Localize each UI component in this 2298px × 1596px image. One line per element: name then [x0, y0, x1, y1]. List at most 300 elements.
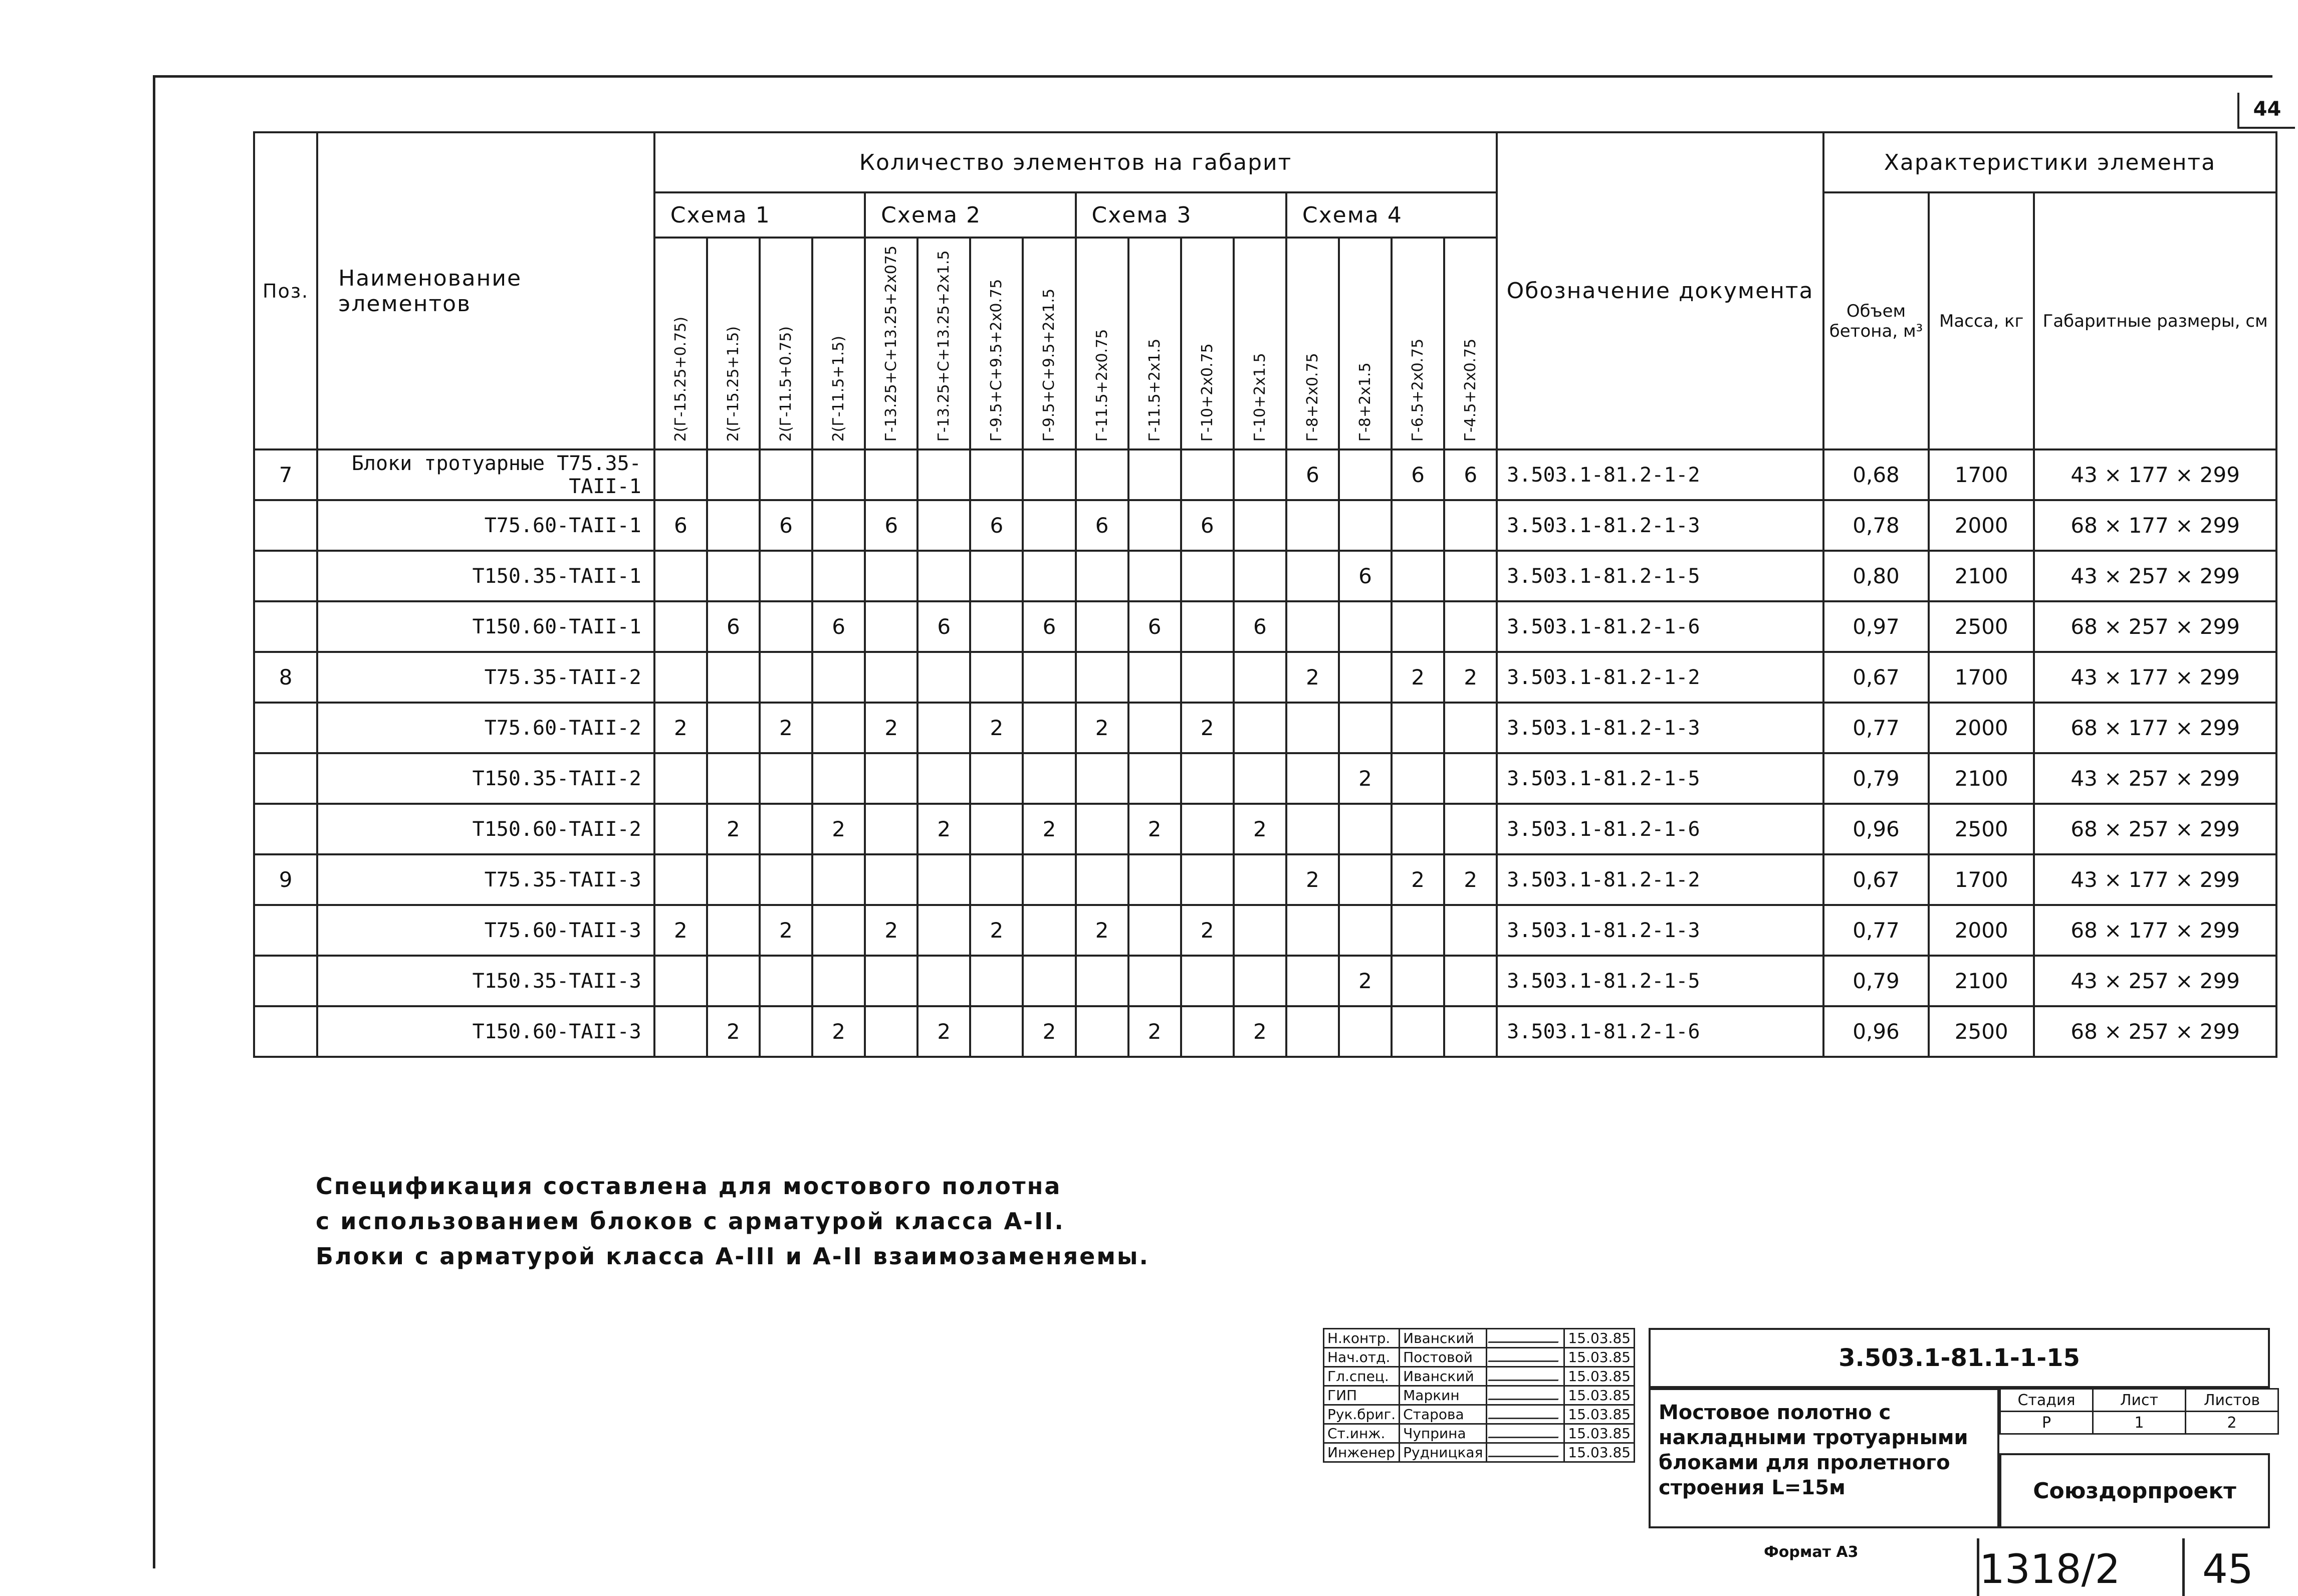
dimensions-cell: 68 × 257 × 299 — [2034, 1006, 2276, 1057]
dimensions-cell: 43 × 177 × 299 — [2034, 652, 2276, 703]
quantity-cell — [654, 601, 707, 652]
quantity-cell: 2 — [1128, 804, 1181, 854]
mass-cell: 1700 — [1929, 449, 2034, 500]
quantity-cell — [760, 601, 812, 652]
quantity-cell: 2 — [865, 905, 917, 956]
dimensions-cell: 68 × 177 × 299 — [2034, 500, 2276, 551]
quantity-cell — [1181, 601, 1234, 652]
quantity-cell — [707, 652, 760, 703]
volume-cell: 0,77 — [1823, 905, 1929, 956]
volume-cell: 0,77 — [1823, 703, 1929, 753]
gabarit-header: Г-8+2х1.5 — [1339, 238, 1392, 449]
quantity-cell — [917, 551, 970, 601]
quantity-cell — [707, 500, 760, 551]
gabarit-header: Г-9.5+С+9.5+2х0.75 — [970, 238, 1023, 449]
table-row — [254, 753, 2276, 804]
quantity-cell — [1181, 753, 1234, 804]
quantity-cell — [707, 449, 760, 500]
signature-role: Н.контр. — [1324, 1329, 1400, 1348]
document-cell: 3.503.1-81.2-1-2 — [1497, 652, 1823, 703]
quantity-cell — [1339, 905, 1392, 956]
quantity-cell — [1128, 956, 1181, 1006]
quantity-cell — [1023, 905, 1075, 956]
quantity-cell: 2 — [1023, 1006, 1075, 1057]
table-row — [254, 703, 2276, 753]
signature-name: Старова — [1400, 1405, 1487, 1424]
signature-mark — [1488, 1426, 1563, 1438]
mass-header: Масса, кг — [1929, 192, 2034, 449]
quantity-cell — [1444, 551, 1497, 601]
table-row — [254, 601, 2276, 652]
quantity-cell — [707, 905, 760, 956]
table-row — [254, 500, 2276, 551]
signature-date: 15.03.85 — [1564, 1329, 1635, 1348]
table-row — [254, 449, 2276, 500]
quantity-cell — [812, 652, 865, 703]
quantity-cell: 6 — [707, 601, 760, 652]
signature-role: ГИП — [1324, 1386, 1400, 1405]
scheme-4-header: Схема 4 — [1286, 192, 1497, 238]
gabarit-header: Г-10+2х1.5 — [1234, 238, 1286, 449]
quantity-cell — [707, 956, 760, 1006]
signature-name: Чуприна — [1400, 1424, 1487, 1443]
quantity-cell — [970, 449, 1023, 500]
document-cell: 3.503.1-81.2-1-3 — [1497, 500, 1823, 551]
signature-date: 15.03.85 — [1564, 1405, 1635, 1424]
quantity-cell — [760, 956, 812, 1006]
quantity-cell — [1392, 703, 1444, 753]
quantity-cell — [1234, 905, 1286, 956]
signature-row — [1324, 1329, 1635, 1348]
signature-date: 15.03.85 — [1564, 1424, 1635, 1443]
table-row — [254, 804, 2276, 854]
quantity-cell: 2 — [1339, 753, 1392, 804]
dimensions-cell: 68 × 177 × 299 — [2034, 703, 2276, 753]
quantity-cell: 6 — [1076, 500, 1128, 551]
quantity-cell — [865, 753, 917, 804]
quantity-cell — [1286, 956, 1339, 1006]
quantity-cell — [970, 854, 1023, 905]
handwritten-signature — [1487, 1424, 1564, 1443]
quantity-cell — [707, 551, 760, 601]
table-row — [254, 1006, 2276, 1057]
quantity-cell — [1286, 551, 1339, 601]
dimensions-cell: 43 × 257 × 299 — [2034, 551, 2276, 601]
quantity-cell — [970, 804, 1023, 854]
quantity-cell — [917, 905, 970, 956]
quantity-cell — [1392, 500, 1444, 551]
quantity-cell — [1234, 551, 1286, 601]
quantity-cell — [1076, 449, 1128, 500]
stage-header: Стадия — [2000, 1389, 2093, 1412]
volume-cell: 0,96 — [1823, 1006, 1929, 1057]
quantity-cell — [707, 753, 760, 804]
quantity-cell: 2 — [1286, 652, 1339, 703]
quantity-cell: 6 — [970, 500, 1023, 551]
volume-cell: 0,97 — [1823, 601, 1929, 652]
document-cell: 3.503.1-81.2-1-2 — [1497, 854, 1823, 905]
quantity-cell — [1286, 905, 1339, 956]
document-cell: 3.503.1-81.2-1-3 — [1497, 905, 1823, 956]
quantity-cell — [654, 551, 707, 601]
quantity-cell — [1444, 703, 1497, 753]
element-name-cell: Т150.60-ТАII-3 — [317, 1006, 654, 1057]
quantity-cell: 2 — [1444, 652, 1497, 703]
quantity-cell — [1339, 854, 1392, 905]
sheets-total-value: 2 — [2186, 1412, 2278, 1434]
signature-row — [1324, 1424, 1635, 1443]
volume-cell: 0,68 — [1823, 449, 1929, 500]
quantity-cell: 2 — [760, 703, 812, 753]
quantity-cell — [1286, 804, 1339, 854]
quantity-cell: 2 — [917, 804, 970, 854]
signature-mark — [1488, 1445, 1563, 1457]
stage-value: Р — [2000, 1412, 2093, 1434]
quantity-cell — [1286, 601, 1339, 652]
dimensions-cell: 43 × 177 × 299 — [2034, 854, 2276, 905]
quantity-cell — [1128, 854, 1181, 905]
quantity-cell — [1392, 1006, 1444, 1057]
quantity-cell: 2 — [1234, 804, 1286, 854]
quantity-cell — [865, 1006, 917, 1057]
document-cell: 3.503.1-81.2-1-5 — [1497, 956, 1823, 1006]
quantity-cell — [1181, 449, 1234, 500]
mass-cell: 2500 — [1929, 601, 2034, 652]
signature-row — [1324, 1405, 1635, 1424]
signature-name: Рудницкая — [1400, 1443, 1487, 1462]
quantity-cell — [917, 956, 970, 1006]
quantity-cell — [1286, 1006, 1339, 1057]
signature-role: Нач.отд. — [1324, 1348, 1400, 1367]
quantity-cell: 2 — [760, 905, 812, 956]
gabarit-header: 2(Г-11.5+0.75) — [760, 238, 812, 449]
table-row — [254, 652, 2276, 703]
quantity-cell — [654, 652, 707, 703]
quantity-cell: 2 — [970, 703, 1023, 753]
handwritten-signature — [1487, 1405, 1564, 1424]
sheet-header: Лист — [2093, 1389, 2186, 1412]
note-line: с использованием блоков с арматурой класса А-II. — [316, 1208, 1065, 1235]
element-name-cell: Т75.60-ТАII-1 — [317, 500, 654, 551]
document-code: 3.503.1-81.1-1-15 — [1649, 1328, 2270, 1388]
quantity-cell: 6 — [1286, 449, 1339, 500]
quantity-cell — [1128, 652, 1181, 703]
quantity-cell — [1286, 500, 1339, 551]
quantity-cell: 2 — [654, 703, 707, 753]
quantity-cell: 2 — [1076, 905, 1128, 956]
position-cell — [254, 1006, 317, 1057]
mass-cell: 2100 — [1929, 551, 2034, 601]
table-row — [254, 854, 2276, 905]
page-number: 45 — [2202, 1546, 2253, 1592]
quantity-cell — [1076, 956, 1128, 1006]
quantity-cell — [1444, 956, 1497, 1006]
signature-name: Постовой — [1400, 1348, 1487, 1367]
quantity-cell — [1234, 652, 1286, 703]
quantity-cell — [654, 449, 707, 500]
quantity-cell — [1392, 551, 1444, 601]
volume-cell: 0,78 — [1823, 500, 1929, 551]
element-name-cell: Т75.35-ТАII-2 — [317, 652, 654, 703]
mass-cell: 2000 — [1929, 905, 2034, 956]
gabarit-header: Г-9.5+С+9.5+2х1.5 — [1023, 238, 1075, 449]
name-header: Наименование элементов — [317, 132, 654, 449]
quantity-cell: 2 — [1234, 1006, 1286, 1057]
quantity-cell — [654, 956, 707, 1006]
quantity-cell: 6 — [760, 500, 812, 551]
gabarit-header: Г-11.5+2х0.75 — [1076, 238, 1128, 449]
element-name-cell: Т150.35-ТАII-2 — [317, 753, 654, 804]
signature-name: Иванский — [1400, 1329, 1487, 1348]
gabarit-header: Г-8+2х0.75 — [1286, 238, 1339, 449]
quantity-cell: 2 — [707, 804, 760, 854]
document-cell: 3.503.1-81.2-1-3 — [1497, 703, 1823, 753]
signature-row — [1324, 1348, 1635, 1367]
gabarit-header: Г-6.5+2х0.75 — [1392, 238, 1444, 449]
quantity-cell: 2 — [1392, 854, 1444, 905]
quantity-cell — [865, 854, 917, 905]
signature-mark — [1488, 1388, 1563, 1400]
divider — [2182, 1538, 2185, 1596]
quantity-cell — [654, 854, 707, 905]
quantity-cell — [970, 956, 1023, 1006]
position-cell: 8 — [254, 652, 317, 703]
volume-cell: 0,80 — [1823, 551, 1929, 601]
quantity-cell — [1339, 652, 1392, 703]
quantity-cell: 6 — [654, 500, 707, 551]
note-line: Спецификация составлена для мостового полотна — [316, 1173, 1062, 1200]
position-cell: 9 — [254, 854, 317, 905]
gabarit-header: Г-13.25+С+13.25+2х1.5 — [917, 238, 970, 449]
handwritten-signature — [1487, 1348, 1564, 1367]
quantity-cell: 2 — [1181, 703, 1234, 753]
archive-number: 1318/2 — [1979, 1546, 2121, 1592]
quantity-cell — [917, 854, 970, 905]
sheets-total-header: Листов — [2186, 1389, 2278, 1412]
dimensions-cell: 68 × 257 × 299 — [2034, 601, 2276, 652]
quantity-cell — [1023, 500, 1075, 551]
volume-header: Объем бетона, м³ — [1823, 192, 1929, 449]
quantity-cell — [1023, 449, 1075, 500]
gabarit-header: 2(Г-11.5+1.5) — [812, 238, 865, 449]
quantity-cell — [1339, 703, 1392, 753]
quantity-cell — [970, 551, 1023, 601]
dimensions-cell: 68 × 257 × 299 — [2034, 804, 2276, 854]
quantity-cell — [917, 449, 970, 500]
position-cell — [254, 753, 317, 804]
quantity-cell — [917, 703, 970, 753]
volume-cell: 0,96 — [1823, 804, 1929, 854]
mass-cell: 1700 — [1929, 652, 2034, 703]
quantity-cell — [1444, 804, 1497, 854]
specification-table — [253, 131, 2277, 1058]
quantity-cell — [1339, 449, 1392, 500]
quantity-cell — [654, 1006, 707, 1057]
quantity-cell — [1128, 753, 1181, 804]
quantity-cell — [1023, 703, 1075, 753]
quantity-cell — [1234, 854, 1286, 905]
quantity-cell — [1076, 652, 1128, 703]
quantity-cell: 2 — [1392, 652, 1444, 703]
quantity-cell — [760, 804, 812, 854]
document-cell: 3.503.1-81.2-1-6 — [1497, 804, 1823, 854]
quantity-cell — [1076, 753, 1128, 804]
element-name-cell: Т75.60-ТАII-2 — [317, 703, 654, 753]
mass-cell: 2000 — [1929, 703, 2034, 753]
gabarit-header: 2(Г-15.25+0.75) — [654, 238, 707, 449]
quantity-cell — [1444, 1006, 1497, 1057]
quantity-cell: 2 — [1181, 905, 1234, 956]
quantity-cell: 6 — [1339, 551, 1392, 601]
scheme-1-header: Схема 1 — [654, 192, 865, 238]
quantity-cell: 2 — [812, 804, 865, 854]
handwritten-signature — [1487, 1386, 1564, 1405]
quantity-cell — [1181, 652, 1234, 703]
quantity-cell — [1234, 753, 1286, 804]
quantity-cell: 2 — [812, 1006, 865, 1057]
quantity-cell — [1023, 854, 1075, 905]
quantity-cell — [1286, 703, 1339, 753]
quantity-cell: 6 — [1128, 601, 1181, 652]
signature-row — [1324, 1443, 1635, 1462]
position-cell — [254, 601, 317, 652]
note-line: Блоки с арматурой класса А-III и А-II взаимозаменяемы. — [316, 1243, 1150, 1270]
scheme-3-header: Схема 3 — [1076, 192, 1286, 238]
quantity-cell: 2 — [707, 1006, 760, 1057]
signature-name: Иванский — [1400, 1367, 1487, 1386]
signature-row — [1324, 1386, 1635, 1405]
element-name-cell: Блоки тротуарные Т75.35-ТАII-1 — [317, 449, 654, 500]
quantity-cell: 2 — [865, 703, 917, 753]
quantity-cell — [865, 551, 917, 601]
position-cell — [254, 551, 317, 601]
quantity-cell — [1234, 703, 1286, 753]
quantity-cell — [1392, 601, 1444, 652]
signature-row — [1324, 1367, 1635, 1386]
quantity-cell — [1076, 1006, 1128, 1057]
dimensions-header: Габаритные размеры, см — [2034, 192, 2276, 449]
quantity-cell — [760, 449, 812, 500]
dimensions-cell: 68 × 177 × 299 — [2034, 905, 2276, 956]
quantity-cell — [1181, 804, 1234, 854]
quantity-cell: 2 — [1286, 854, 1339, 905]
signature-mark — [1488, 1330, 1563, 1343]
quantity-cell — [1339, 804, 1392, 854]
quantity-cell — [1234, 956, 1286, 1006]
quantity-cell — [760, 854, 812, 905]
quantity-cell — [1128, 703, 1181, 753]
quantity-cell — [812, 500, 865, 551]
quantity-cell: 2 — [1444, 854, 1497, 905]
quantity-cell — [1392, 804, 1444, 854]
position-cell: 7 — [254, 449, 317, 500]
quantity-cell — [1444, 905, 1497, 956]
volume-cell: 0,79 — [1823, 956, 1929, 1006]
quantity-cell: 6 — [1444, 449, 1497, 500]
quantity-cell — [1181, 956, 1234, 1006]
position-cell — [254, 804, 317, 854]
quantity-cell: 6 — [865, 500, 917, 551]
quantity-cell — [865, 449, 917, 500]
quantity-cell: 6 — [1181, 500, 1234, 551]
quantity-cell — [1076, 804, 1128, 854]
quantity-cell: 6 — [917, 601, 970, 652]
element-name-cell: Т75.60-ТАII-3 — [317, 905, 654, 956]
element-name-cell: Т75.35-ТАII-3 — [317, 854, 654, 905]
position-cell — [254, 956, 317, 1006]
quantity-cell — [1444, 500, 1497, 551]
pos-header: Поз. — [254, 132, 317, 449]
quantity-cell — [1392, 753, 1444, 804]
quantity-cell: 6 — [812, 601, 865, 652]
quantity-cell — [970, 1006, 1023, 1057]
quantity-cell — [970, 753, 1023, 804]
quantity-cell — [760, 753, 812, 804]
quantity-cell — [812, 703, 865, 753]
scheme-2-header: Схема 2 — [865, 192, 1075, 238]
quantity-cell: 2 — [1023, 804, 1075, 854]
document-cell: 3.503.1-81.2-1-6 — [1497, 1006, 1823, 1057]
document-cell: 3.503.1-81.2-1-5 — [1497, 753, 1823, 804]
quantity-cell — [812, 956, 865, 1006]
quantity-cell — [812, 551, 865, 601]
table-row — [254, 905, 2276, 956]
organization: Союздорпроект — [1999, 1453, 2270, 1528]
mass-cell: 2000 — [1929, 500, 2034, 551]
quantity-cell — [1286, 753, 1339, 804]
paper-format: Формат А3 — [1764, 1543, 1859, 1561]
quantity-cell: 2 — [1339, 956, 1392, 1006]
volume-cell: 0,79 — [1823, 753, 1929, 804]
gabarit-header: Г-4.5+2х0.75 — [1444, 238, 1497, 449]
quantity-cell: 6 — [1023, 601, 1075, 652]
stage-table — [1999, 1388, 2279, 1435]
signature-mark — [1488, 1349, 1563, 1362]
quantity-cell — [1444, 753, 1497, 804]
quantity-cell: 6 — [1234, 601, 1286, 652]
quantity-cell — [1339, 601, 1392, 652]
quantity-cell — [865, 804, 917, 854]
dimensions-cell: 43 × 257 × 299 — [2034, 956, 2276, 1006]
signature-role: Ст.инж. — [1324, 1424, 1400, 1443]
signature-date: 15.03.85 — [1564, 1386, 1635, 1405]
document-cell: 3.503.1-81.2-1-2 — [1497, 449, 1823, 500]
quantity-cell — [1023, 652, 1075, 703]
handwritten-signature — [1487, 1329, 1564, 1348]
signature-date: 15.03.85 — [1564, 1443, 1635, 1462]
quantity-cell — [1234, 449, 1286, 500]
table-row — [254, 956, 2276, 1006]
signature-date: 15.03.85 — [1564, 1367, 1635, 1386]
element-name-cell: Т150.60-ТАII-2 — [317, 804, 654, 854]
document-cell: 3.503.1-81.2-1-5 — [1497, 551, 1823, 601]
sheet-value: 1 — [2093, 1412, 2186, 1434]
quantity-header: Количество элементов на габарит — [654, 132, 1497, 192]
quantity-cell — [654, 753, 707, 804]
gabarit-header: 2(Г-15.25+1.5) — [707, 238, 760, 449]
quantity-cell — [1392, 905, 1444, 956]
quantity-cell — [970, 652, 1023, 703]
quantity-cell — [1234, 500, 1286, 551]
quantity-cell — [812, 449, 865, 500]
quantity-cell — [654, 804, 707, 854]
mass-cell: 2100 — [1929, 956, 2034, 1006]
document-cell: 3.503.1-81.2-1-6 — [1497, 601, 1823, 652]
quantity-cell: 2 — [1128, 1006, 1181, 1057]
signature-date: 15.03.85 — [1564, 1348, 1635, 1367]
element-name-cell: Т150.35-ТАII-3 — [317, 956, 654, 1006]
mass-cell: 2500 — [1929, 1006, 2034, 1057]
